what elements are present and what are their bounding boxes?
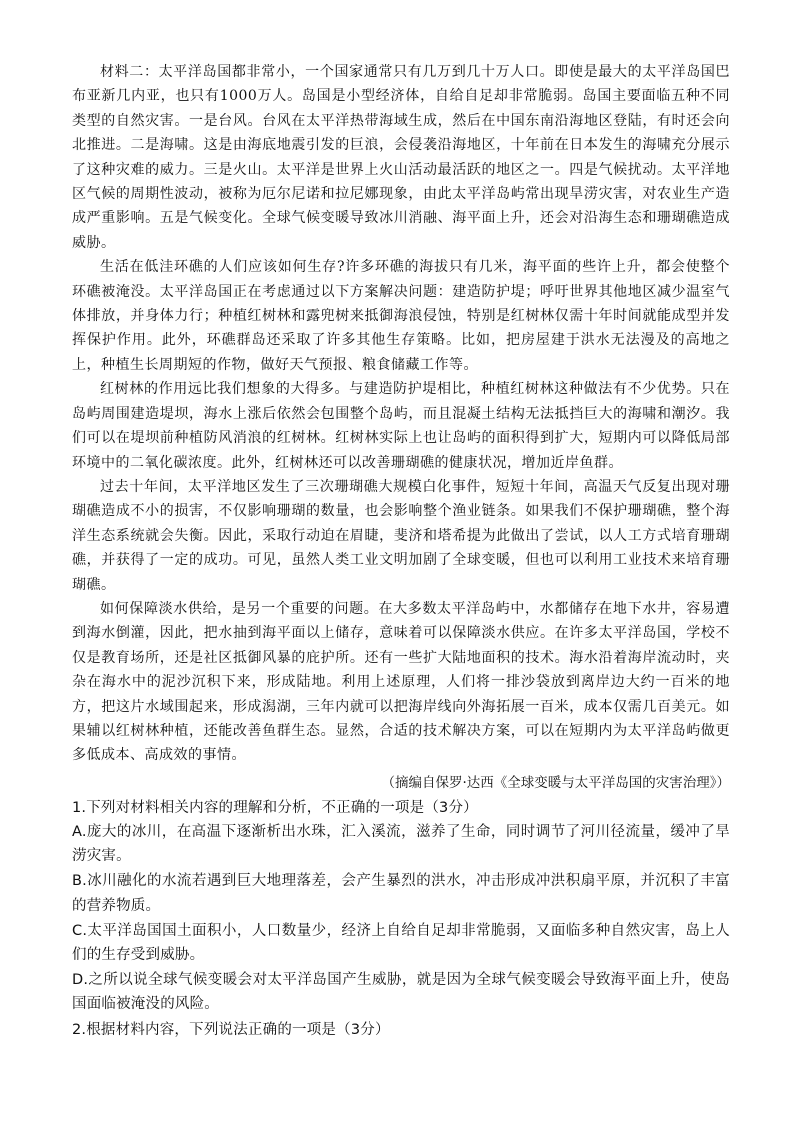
question-stem: 2.根据材料内容，下列说法正确的一项是（3分） [72,1021,390,1038]
passage-paragraph-1: 材料二：太平洋岛国都非常小，一个国家通常只有几万到几十万人口。即使是最大的太平洋岛国巴布亚新几内亚，也只有1000万人。岛国是小型经济体，自给自足却非常脆弱。岛国主要面临五种不同类型的自然灾害。一是台风。台风在太平洋热带海域生成，然后在中国东南沿海地区登陆，有时还会向北推进。二是海啸。这是由海底地震引发的巨浪，会侵袭沿海地区，十年前在日本发生的海啸充分展示了这种灾难的威力。三是火山。太平洋是世界上火山活动最活跃的地区之一。四是气候扰动。太平洋地区气候的周期性波动，被称为厄尔尼诺和拉尼娜现象，由此太平洋岛屿常出现旱涝灾害，对农业生产造成严重影响。五是气候变化。全球气候变暖导致冰川消融、海平面上升，还会对沿海生态和珊瑚礁造成威胁。 [72,64,730,251]
question-list [72,796,730,1042]
exam-page [72,60,730,1042]
question-option-c: C.太平洋岛国国土面积小，人口数量少，经济上自给自足却非常脆弱，又面临多种自然灾害，岛上人们的生存受到威胁。 [72,922,730,963]
passage-paragraph-5: 如何保障淡水供给，是另一个重要的问题。在大多数太平洋岛屿中，水都储存在地下水井，容易遭到海水倒灌，因此，把水抽到海平面以上储存，意味着可以保障淡水供应。在许多太平洋岛国，学校不仅是教育场所，还是社区抵御风暴的庇护所。还有一些扩大陆地面积的技术。海水沿着海岸流动时，夹杂在海水中的泥沙沉积下来，形成陆地。利用上述原理，人们将一排沙袋放到离岸边大约一百米的地方，把这片水域围起来，形成潟湖，三年内就可以把海岸线向外海拓展一百米，成本仅需几百美元。如果辅以红树林种植，还能改善鱼群生态。显然，合适的技术解决方案，可以在短期内为太平洋岛屿做更多低成本、高成效的事情。 [72,600,730,764]
question-option-b: B.冰川融化的水流若遇到巨大地理落差，会产生暴烈的洪水，冲击形成冲洪积扇平原，并沉积了丰富的营养物质。 [72,873,730,914]
question-2 [72,1018,730,1042]
question-option-d: D.之所以说全球气候变暖会对太平洋岛国产生威胁，就是因为全球气候变暖会导致海平面上升，使岛国面临被淹没的风险。 [72,972,730,1013]
passage-source-citation: （摘编自保罗·达西《全球变暖与太平洋岛国的灾害治理》） [381,774,730,791]
reading-passage [72,60,730,768]
passage-paragraph-2: 生活在低洼环礁的人们应该如何生存?许多环礁的海拔只有几米，海平面的些许上升，都会使整个环礁被淹没。太平洋岛国正在考虑通过以下方案解决问题：建造防护堤；呼吁世界其他地区减少温室气体排放，并身体力行；种植红树林和露兜树来抵御海浪侵蚀，特别是红树林仅需十年时间就能成型并发挥保护作用。此外，环礁群岛还采取了许多其他生存策略。比如，把房屋建于洪水无法漫及的高地之上，种植生长周期短的作物，做好天气预报、粮食储藏工作等。 [72,259,730,373]
question-stem: 1.下列对材料相关内容的理解和分析，不正确的一项是（3分） [72,799,478,816]
passage-paragraph-4: 过去十年间，太平洋地区发生了三次珊瑚礁大规模白化事件，短短十年间，高温天气反复出现对珊瑚礁造成不小的损害，不仅影响珊瑚的数量，也会影响整个渔业链条。如果我们不保护珊瑚礁，整个海洋生态系统就会失衡。因此，采取行动迫在眉睫，斐济和塔希提为此做出了尝试，以人工方式培育珊瑚礁，并获得了一定的成功。可见，虽然人类工业文明加剧了全球变暖，但也可以利用工业技术来培育珊瑚礁。 [72,478,730,593]
question-option-a: A.庞大的冰川，在高温下逐渐析出水珠，汇入溪流，滋养了生命，同时调节了河川径流量，缓冲了旱涝灾害。 [72,823,730,865]
passage-paragraph-3: 红树林的作用远比我们想象的大得多。与建造防护堤相比，种植红树林这种做法有不少优势。只在岛屿周围建造堤坝，海水上涨后依然会包围整个岛屿，而且混凝土结构无法抵挡巨大的海啸和潮汐。我们可以在堤坝前种植防风消浪的红树林。红树林实际上也让岛屿的面积得到扩大，短期内可以降低局部环境中的二氧化碳浓度。此外，红树林还可以改善珊瑚礁的健康状况，增加近岸鱼群。 [72,381,730,471]
question-1 [72,796,730,1017]
